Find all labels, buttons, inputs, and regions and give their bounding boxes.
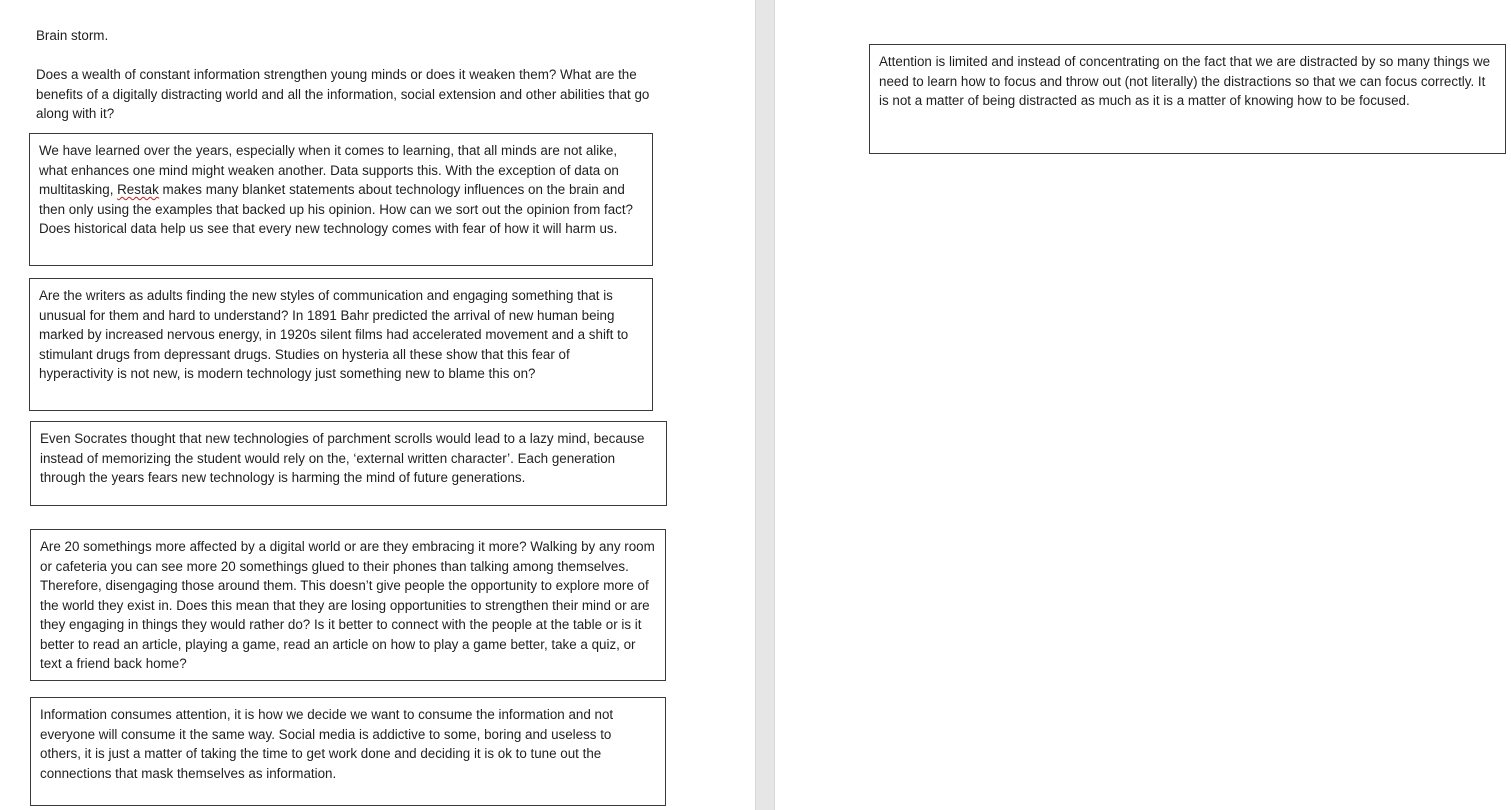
intro-paragraph[interactable]: Does a wealth of constant information strengthen young minds or does it weaken them? What are the benefits of a digitally distracting world and all the information, social extension and other abilities that go along with it? [36,67,650,121]
text-box-text: makes many blanket statements about technology influences on the brain and then only using the examples that backed up his opinion. How can we sort out the opinion from fact? Does historical data help us see that every new technology comes with fear of how it will harm us. [39,182,634,236]
brainstorm-heading[interactable]: Brain storm. [36,28,109,43]
document-page-left[interactable] [0,0,755,810]
text-box-restak[interactable] [29,133,653,266]
text-box-information-consumes-attention[interactable] [30,697,666,806]
text-box-text: Attention is limited and instead of concentrating on the fact that we are distracted by so many things we need to learn how to focus and throw out (not literally) the distractions so that we can focus correctly. It is not a matter of being distracted as much as it is a matter of knowing how to be focused. [879,54,1491,108]
text-box-writers-as-adults[interactable] [29,278,653,411]
text-box-text: Are 20 somethings more affected by a digital world or are they embracing it more? Walking by any room or cafeteria you can see more 20 somethings glued to their phones than talking among themselves. Therefore, disengaging those around them. This doesn’t give people the opportunity to explore more of the world they exist in. Does this mean that they are losing opportunities to strengthen their mind or are they engaging in things they would rather do? Is it better to connect with the people at the table or is it better to read an article, playing a game, read an article on how to play a game better, take a quiz, or text a friend back home? [40,539,655,671]
spellcheck-flagged-word[interactable]: Restak [117,182,159,197]
text-box-socrates[interactable] [30,421,667,506]
page-separator [755,0,775,810]
text-box-20-somethings[interactable] [30,529,666,681]
text-box-attention-is-limited[interactable] [869,44,1506,154]
text-box-text: We have learned over the years, especially when it comes to learning, that all minds are not alike, what enhances one mind might weaken another. Data supports this. With the exception of data on multitasking, [39,143,619,197]
text-box-text: Information consumes attention, it is how we decide we want to consume the information and not everyone will consume it the same way. Social media is addictive to some, boring and useless to others, it is just a matter of taking the time to get work done and deciding it is ok to tune out the connections that mask themselves as information. [40,707,614,781]
text-box-text: Even Socrates thought that new technologies of parchment scrolls would lead to a lazy mind, because instead of memorizing the student would rely on the, ‘external written character’. Each generation through the years fears new technology is harming the mind of future generations. [40,431,645,485]
text-box-text: Are the writers as adults finding the new styles of communication and engaging something that is unusual for them and hard to understand? In 1891 Bahr predicted the arrival of new human being marked by increased nervous energy, in 1920s silent films had accelerated movement and a shift to stimulant drugs from depressant drugs. Studies on hysteria all these show that this fear of hyperactivity is not new, is modern technology just something new to blame this on? [39,288,629,381]
